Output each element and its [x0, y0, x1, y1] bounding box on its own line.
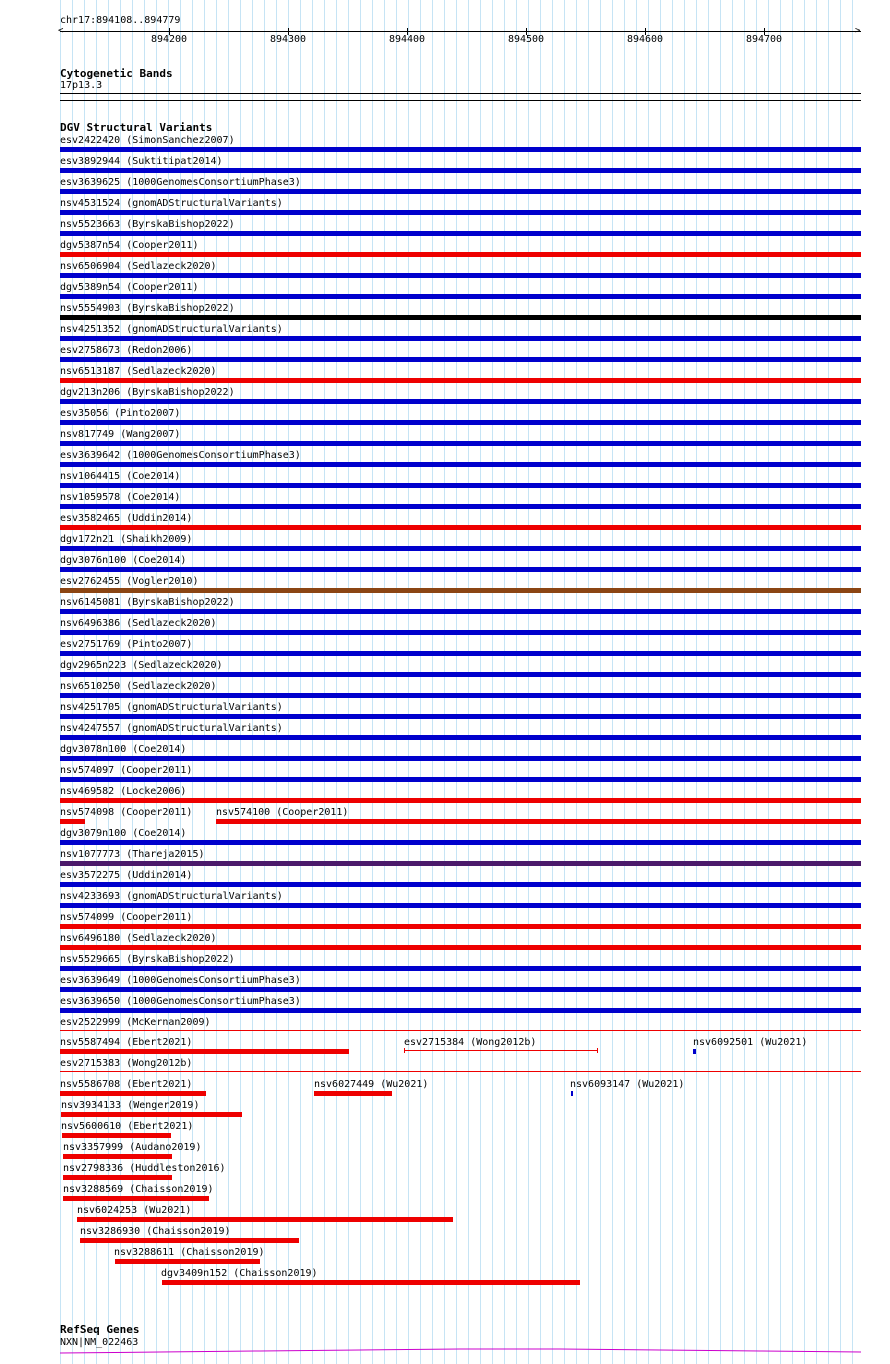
gridline	[600, 0, 601, 1364]
cytoband-bar[interactable]	[60, 93, 861, 94]
gridline	[768, 0, 769, 1364]
sv-bar[interactable]	[60, 840, 861, 845]
gridline	[288, 0, 289, 1364]
sv-bar[interactable]	[60, 798, 861, 803]
gridline	[684, 0, 685, 1364]
sv-label[interactable]: nsv3288569 (Chaisson2019)	[63, 1184, 214, 1195]
sv-label[interactable]: nsv6506904 (Sedlazeck2020)	[60, 261, 217, 272]
sv-label[interactable]: nsv3288611 (Chaisson2019)	[114, 1247, 265, 1258]
sv-bar[interactable]	[60, 609, 861, 614]
gridline	[384, 0, 385, 1364]
gridline	[348, 0, 349, 1364]
sv-label[interactable]: nsv574100 (Cooper2011)	[216, 807, 349, 818]
sv-bar[interactable]	[60, 1049, 349, 1054]
sv-bar[interactable]	[60, 252, 861, 257]
sv-bar[interactable]	[60, 1091, 206, 1096]
sv-bar[interactable]	[77, 1217, 453, 1222]
gridline	[852, 0, 853, 1364]
gridline	[336, 0, 337, 1364]
sv-label[interactable]: nsv2798336 (Huddleston2016)	[63, 1163, 226, 1174]
gridline	[396, 0, 397, 1364]
sv-bar[interactable]	[60, 399, 861, 404]
track-row-separator[interactable]	[60, 1030, 861, 1031]
gridline	[624, 0, 625, 1364]
sv-label[interactable]: nsv5529665 (ByrskaBishop2022)	[60, 954, 235, 965]
sv-label[interactable]: nsv817749 (Wang2007)	[60, 429, 181, 440]
sv-label[interactable]: nsv6496180 (Sedlazeck2020)	[60, 933, 217, 944]
sv-label[interactable]: esv2715384 (Wong2012b)	[404, 1037, 537, 1048]
sv-label[interactable]: dgv3079n100 (Coe2014)	[60, 828, 187, 839]
sv-bar[interactable]	[63, 1196, 209, 1201]
sv-bar[interactable]	[60, 357, 861, 362]
sv-label[interactable]: nsv574098 (Cooper2011)	[60, 807, 193, 818]
sv-bar[interactable]	[314, 1091, 392, 1096]
gridline	[720, 0, 721, 1364]
sv-label[interactable]: esv2422420 (SimonSanchez2007)	[60, 135, 235, 146]
sv-bar[interactable]	[63, 1154, 172, 1159]
gridline	[360, 0, 361, 1364]
gridline	[804, 0, 805, 1364]
ruler-right-arrow-icon: >	[855, 26, 861, 36]
sv-label[interactable]: nsv6510250 (Sedlazeck2020)	[60, 681, 217, 692]
sv-label[interactable]: nsv5523663 (ByrskaBishop2022)	[60, 219, 235, 230]
ruler-axis-line	[60, 31, 861, 32]
gridline	[444, 0, 445, 1364]
ruler-left-arrow-icon: <	[58, 26, 64, 36]
gridline	[792, 0, 793, 1364]
gridline	[420, 0, 421, 1364]
sv-label[interactable]: esv3639650 (1000GenomesConsortiumPhase3)	[60, 996, 301, 1007]
sv-label[interactable]: dgv3076n100 (Coe2014)	[60, 555, 187, 566]
gridline	[564, 0, 565, 1364]
gridline	[840, 0, 841, 1364]
sv-bar[interactable]	[60, 819, 85, 824]
gridline	[456, 0, 457, 1364]
sv-label[interactable]: nsv3934133 (Wenger2019)	[61, 1100, 200, 1111]
sv-label[interactable]: nsv3286930 (Chaisson2019)	[80, 1226, 231, 1237]
sv-bar[interactable]	[60, 336, 861, 341]
sv-bar[interactable]	[60, 588, 861, 593]
sv-label[interactable]: nsv574097 (Cooper2011)	[60, 765, 193, 776]
gridline	[324, 0, 325, 1364]
ruler-tick-label: 894400	[388, 34, 426, 45]
sv-bar[interactable]	[60, 147, 861, 152]
sv-label[interactable]: esv2751769 (Pinto2007)	[60, 639, 193, 650]
sv-label[interactable]: nsv6027449 (Wu2021)	[314, 1079, 429, 1090]
gridline	[696, 0, 697, 1364]
sv-bar[interactable]	[60, 777, 861, 782]
sv-bar[interactable]	[60, 651, 861, 656]
ruler-position-label: chr17:894108..894779	[60, 15, 181, 26]
sv-bar[interactable]	[60, 441, 861, 446]
sv-bar[interactable]	[60, 1071, 861, 1072]
sv-label[interactable]: nsv4233693 (gnomADStructuralVariants)	[60, 891, 283, 902]
sv-label[interactable]: esv2522999 (McKernan2009)	[60, 1017, 211, 1028]
sv-bar[interactable]	[60, 462, 861, 467]
sv-label[interactable]: esv2715383 (Wong2012b)	[60, 1058, 193, 1069]
sv-bar[interactable]	[80, 1238, 299, 1243]
sv-label[interactable]: dgv5387n54 (Cooper2011)	[60, 240, 199, 251]
sv-bar[interactable]	[60, 294, 861, 299]
sv-label[interactable]: nsv1059578 (Coe2014)	[60, 492, 181, 503]
gridline	[576, 0, 577, 1364]
sv-bar[interactable]	[60, 168, 861, 173]
gridline	[492, 0, 493, 1364]
sv-bar[interactable]	[62, 1133, 171, 1138]
sv-label[interactable]: nsv5554903 (ByrskaBishop2022)	[60, 303, 235, 314]
sv-bar[interactable]	[60, 546, 861, 551]
sv-bar[interactable]	[60, 987, 861, 992]
sv-bar[interactable]	[60, 231, 861, 236]
gridline	[540, 0, 541, 1364]
sv-label[interactable]: dgv2965n223 (Sedlazeck2020)	[60, 660, 223, 671]
cytoband-track-title[interactable]: Cytogenetic Bands	[60, 67, 173, 80]
ruler-tick-label: 894700	[745, 34, 783, 45]
gridline	[612, 0, 613, 1364]
gridline	[744, 0, 745, 1364]
gridline	[468, 0, 469, 1364]
gridline	[816, 0, 817, 1364]
gridline	[660, 0, 661, 1364]
ruler-tick-label: 894600	[626, 34, 664, 45]
sv-bar[interactable]	[60, 210, 861, 215]
gridline	[732, 0, 733, 1364]
sv-bar[interactable]	[60, 525, 861, 530]
sv-bar[interactable]	[60, 693, 861, 698]
sv-bar-cap[interactable]	[404, 1048, 405, 1053]
refseq-gene-line[interactable]	[60, 1344, 862, 1358]
gridline	[312, 0, 313, 1364]
refseq-gene-label[interactable]: NXN|NM_022463	[60, 1337, 139, 1348]
sv-bar[interactable]	[60, 315, 861, 320]
sv-label[interactable]: nsv4251705 (gnomADStructuralVariants)	[60, 702, 283, 713]
gridline	[636, 0, 637, 1364]
sv-bar[interactable]	[60, 189, 861, 194]
sv-label[interactable]: nsv6024253 (Wu2021)	[77, 1205, 192, 1216]
sv-label[interactable]: esv3572275 (Uddin2014)	[60, 870, 193, 881]
gridline	[300, 0, 301, 1364]
sv-label[interactable]: esv3639642 (1000GenomesConsortiumPhase3)	[60, 450, 301, 461]
gridline	[588, 0, 589, 1364]
sv-label[interactable]: nsv5586708 (Ebert2021)	[60, 1079, 193, 1090]
gridline	[828, 0, 829, 1364]
sv-bar[interactable]	[60, 924, 861, 929]
sv-label[interactable]: nsv1077773 (Thareja2015)	[60, 849, 205, 860]
gridline	[432, 0, 433, 1364]
sv-bar[interactable]	[63, 1175, 172, 1180]
gridline	[672, 0, 673, 1364]
refseq-track-title[interactable]: RefSeq Genes	[60, 1323, 140, 1336]
gridline	[708, 0, 709, 1364]
sv-label[interactable]: esv3639649 (1000GenomesConsortiumPhase3)	[60, 975, 301, 986]
sv-bar[interactable]	[60, 756, 861, 761]
sv-bar[interactable]	[61, 1112, 242, 1117]
sv-label[interactable]: dgv3409n152 (Chaisson2019)	[161, 1268, 318, 1279]
gridline	[372, 0, 373, 1364]
gridline	[756, 0, 757, 1364]
sv-label[interactable]: nsv6513187 (Sedlazeck2020)	[60, 366, 217, 377]
sv-bar[interactable]	[571, 1091, 573, 1096]
sv-bar-cap[interactable]	[597, 1048, 598, 1053]
sv-label[interactable]: esv2758673 (Redon2006)	[60, 345, 193, 356]
sv-label[interactable]: nsv5587494 (Ebert2021)	[60, 1037, 193, 1048]
sv-label[interactable]: nsv4247557 (gnomADStructuralVariants)	[60, 723, 283, 734]
sv-bar[interactable]	[60, 672, 861, 677]
gridline	[552, 0, 553, 1364]
sv-label[interactable]: esv3892944 (Suktitipat2014)	[60, 156, 223, 167]
sv-label[interactable]: nsv6092501 (Wu2021)	[693, 1037, 808, 1048]
sv-bar[interactable]	[60, 882, 861, 887]
gridline	[480, 0, 481, 1364]
sv-bar[interactable]	[60, 378, 861, 383]
track-separator	[60, 100, 861, 101]
sv-bar[interactable]	[60, 966, 861, 971]
sv-label[interactable]: nsv469582 (Locke2006)	[60, 786, 187, 797]
gridline	[504, 0, 505, 1364]
sv-bar[interactable]	[60, 735, 861, 740]
sv-label[interactable]: dgv172n21 (Shaikh2009)	[60, 534, 193, 545]
sv-label[interactable]: esv3639625 (1000GenomesConsortiumPhase3)	[60, 177, 301, 188]
sv-bar[interactable]	[162, 1280, 580, 1285]
sv-label[interactable]: esv2762455 (Vogler2010)	[60, 576, 199, 587]
sv-bar[interactable]	[60, 714, 861, 719]
sv-bar[interactable]	[60, 903, 861, 908]
dgv-track-title[interactable]: DGV Structural Variants	[60, 121, 213, 134]
sv-bar[interactable]	[60, 483, 861, 488]
gridline	[528, 0, 529, 1364]
sv-label[interactable]: nsv5600610 (Ebert2021)	[61, 1121, 194, 1132]
sv-label[interactable]: esv35056 (Pinto2007)	[60, 408, 181, 419]
sv-label[interactable]: nsv3357999 (Audano2019)	[63, 1142, 202, 1153]
sv-label[interactable]: nsv6093147 (Wu2021)	[570, 1079, 685, 1090]
sv-bar[interactable]	[60, 1008, 861, 1013]
sv-bar[interactable]	[60, 861, 861, 866]
ruler-tick-label: 894200	[150, 34, 188, 45]
sv-bar[interactable]	[60, 273, 861, 278]
sv-label[interactable]: nsv574099 (Cooper2011)	[60, 912, 193, 923]
sv-label[interactable]: nsv4531524 (gnomADStructuralVariants)	[60, 198, 283, 209]
sv-bar[interactable]	[216, 819, 861, 824]
sv-label[interactable]: esv3582465 (Uddin2014)	[60, 513, 193, 524]
gridline	[648, 0, 649, 1364]
sv-bar[interactable]	[115, 1259, 260, 1264]
ruler-tick-label: 894500	[507, 34, 545, 45]
sv-bar[interactable]	[60, 420, 861, 425]
sv-bar[interactable]	[60, 504, 861, 509]
sv-label[interactable]: nsv6145081 (ByrskaBishop2022)	[60, 597, 235, 608]
gridline	[780, 0, 781, 1364]
sv-label[interactable]: nsv6496386 (Sedlazeck2020)	[60, 618, 217, 629]
gridline	[516, 0, 517, 1364]
gridline	[408, 0, 409, 1364]
sv-label[interactable]: dgv5389n54 (Cooper2011)	[60, 282, 199, 293]
sv-bar[interactable]	[693, 1049, 696, 1054]
sv-bar[interactable]	[60, 630, 861, 635]
sv-bar[interactable]	[404, 1050, 598, 1051]
cytoband-label: 17p13.3	[60, 80, 103, 91]
sv-label[interactable]: nsv1064415 (Coe2014)	[60, 471, 181, 482]
sv-label[interactable]: dgv213n206 (ByrskaBishop2022)	[60, 387, 235, 398]
sv-label[interactable]: nsv4251352 (gnomADStructuralVariants)	[60, 324, 283, 335]
sv-label[interactable]: dgv3078n100 (Coe2014)	[60, 744, 187, 755]
sv-bar[interactable]	[60, 945, 861, 950]
ruler-tick-label: 894300	[269, 34, 307, 45]
sv-bar[interactable]	[60, 567, 861, 572]
